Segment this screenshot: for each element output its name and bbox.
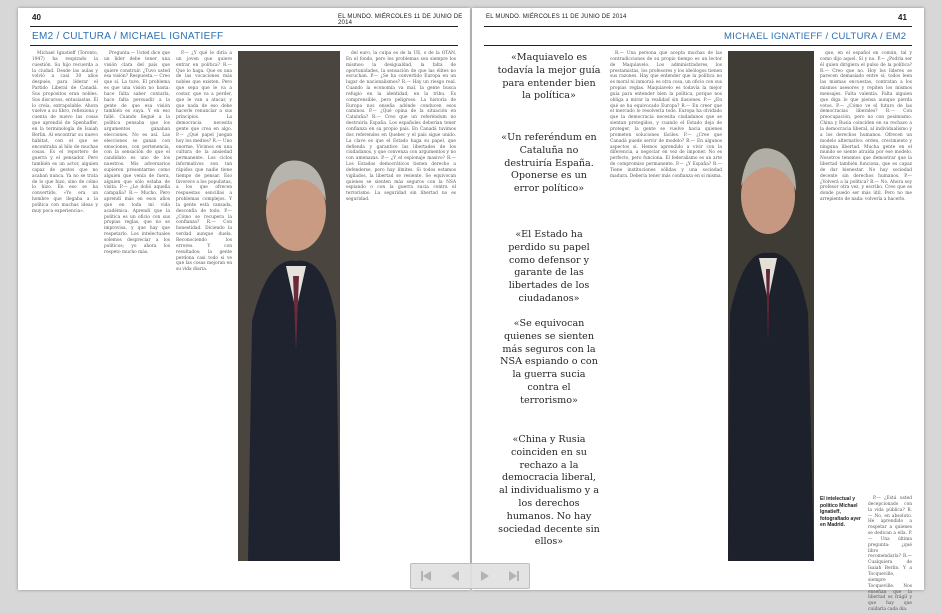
right-folio [472,12,924,24]
column-text: Michael Ignatieff (Toronto, 1947) ha respirado la cuestión. Su hijo recuerda a la ciudad. Desde las aulas y volvió a casi 30 años después, para liderar el Partido Liberal de Canadá. Sus propósitos eran nobles. Sus discursos, entusiastas. Él lo creía, extrapolable. Ahora vuelve a su libro, reflexiona y cuenta de nuevo las cosas que aprendió de Spenhaffer, en la terminología de Isaiah Berlin. Al encontrar su nuevo hábitat, con el que se encontraba al hilo de muchas cosas. Es el reportero de guerra y el pensador. Pero también es un actor, alguien capaz de gestos que no acaban nunca. Ya no se trata de lo que hizo, sino de cómo lo hizo. En eso se ha convertido. «Yo era un hombre que llegaba a la política con muchas ideas y muy poca experiencia». [32,51,98,214]
date-line: EL MUNDO. MIÉRCOLES 11 DE JUNIO DE 2014 [486,14,627,20]
photo-caption: El intelectual y político Michael Ignatieff, fotografiado ayer en Madrid. [820,496,861,528]
article-column-4 [346,51,456,581]
next-page-button[interactable] [476,567,494,585]
article-column-3 [176,51,232,581]
column-text: que, en el español en común, tal y como dijo aquel. Sí y no. P.— ¿Podría ser él quien dirigiera el pulso de la política? R.— Creo que no. Hoy los líderes se parecen demasiado entre sí; todos leen las mismas encuestas, contratan a los mismos asesores y repiten los mismos mensajes. Falta valentía. Falta alguien que diga lo que piensa aunque pierda votos. P.— ¿Cómo ve el futuro de las democracias liberales? R.— Con preocupación, pero no con pesimismo. China y Rusia coinciden en su rechazo a la democracia liberal, al individualismo y a los derechos humanos. Ofrecen un modelo alternativo: orden, crecimiento y ninguna libertad. Mucha gente en el mundo se siente atraída por ese modelo. Nosotros tenemos que demostrar que la libertad también funciona, que es capaz de dar bienestar. No hay sociedad decente sin derechos humanos. P.— ¿Volverá a la política? R.— No. Ahora soy profesor otra vez, y escribo. Creo que es donde puedo ser más útil. Pero no me arrepiento de nada: volvería a hacerlo. [820,51,912,203]
pull-quote: «Un referéndum en Cataluña no destruiría España. Oponerse es un error político» [501,132,597,195]
folio-rule [484,26,912,27]
pull-quote: «Se equivocan quienes se sienten más seguros con la NSA espiando o con la guerra sucia contra el terrorismo» [500,318,598,406]
section-title: EM2 / CULTURA / MICHAEL IGNATIEFF [32,31,224,42]
article-column-7 [868,496,912,613]
previous-page-button[interactable] [446,567,464,585]
folio-rule [30,26,458,27]
skip-back-icon [419,569,433,583]
left-page [18,8,470,590]
article-column-2 [104,51,170,581]
triangle-right-icon [478,569,492,583]
section-rule [484,45,912,46]
column-text: del euro, la culpa es de la UE, o de la OTAN. En el fondo, pero los problemas son siempre los mismos: la desigualdad, la falta de oportunidades, la sensación de que las élites no escuchan. P.— ¿Se ha convertido Europa en un lugar de nacionalismos? R.— Hay un riesgo real. Cuando la economía va mal, la gente busca refugio en la identidad, en la tribu. Es comprensible, pero peligroso. La historia de Europa nos enseña adónde conducen esos caminos. P.— ¿Qué opina de la situación en Cataluña? R.— Creo que un referéndum no destruiría España. Los españoles deberían tener confianza en su propio país. En Canadá tuvimos dos referendos en Quebec y el país sigue unido. La clave es que el Estado haga su papel, que defienda y garantice las libertades de los ciudadanos, y que convenza con argumentos y no con amenazas. P.— ¿Y el espionaje masivo? R.— Los Estados democráticos tienen derecho a defenderse, pero hay límites. Si todos estamos vigilados, la libertad se resiente. Se equivocan quienes se sienten más seguros con la NSA espiando o con la guerra sucia contra el terrorismo. La seguridad sin libertad no es seguridad. [346,51,456,203]
last-page-button[interactable] [505,567,523,585]
portrait-photo-right [728,51,814,561]
triangle-left-icon [448,569,462,583]
page-navigation-bar [410,563,530,589]
pull-quote: «China y Rusia coinciden en su rechazo a la democracia liberal, al individualismo y a los derechos humanos. No hay sociedad decente sin ellos» [498,434,600,548]
first-page-button[interactable] [417,567,435,585]
section-title: MICHAEL IGNATIEFF / CULTURA / EM2 [724,31,907,42]
portrait-illustration [238,51,340,561]
page-number: 40 [32,13,41,22]
article-column-1 [32,51,98,581]
article-column-6 [820,51,912,479]
pull-quote: «El Estado ha perdido su papel como defensor y garante de las libertades de los ciudadanos» [508,229,590,304]
skip-forward-icon [507,569,521,583]
column-text: P.— ¿Y qué le diría a un joven que quiere entrar en política? R.— Que lo haga. Que es una de las vocaciones más nobles que existen. Pero que sepa que le va a costar, que va a perder, que le van a atacar, y que nada de eso debe hacerle renunciar a sus principios. La democracia necesita gente que crea en algo. P.— ¿Qué papel juegan hoy los medios? R.— Uno enorme. Vivimos en una cultura de la ansiedad permanente. Los ciclos informativos son tan rápidos que nadie tiene tiempo de pensar. Eso favorece a los populistas, a los que ofrecen respuestas sencillas a problemas complejos. Y la gente está cansada, desconfía de todo. P.— ¿Cómo se recupera la confianza? R.— Con honestidad. Diciendo la verdad aunque duela. Reconociendo los errores. Y con resultados: la gente perdona casi todo si ve que las cosas mejoran en su vida diaria. [176,51,232,273]
right-page [472,8,924,613]
page-number: 41 [898,13,907,22]
column-text: Pregunta.— Usted dice que un líder debe tener una visión clara del país que quiere construir. ¿Tuvo usted esa visión? Respuesta.— Creo que sí. La tuve. El problema es que una visión no basta: hace falta saber contarla, hace falta persuadir a la gente de que esa visión también es suya. Y en eso fallé. Cuando llegué a la política pensaba que los argumentos ganaban elecciones. No es así. Las elecciones se ganan con emociones, con pertenencia, con la sensación de que el candidato es uno de los nuestros. Mis adversarios supieron presentarme como alguien que venía de fuera, alguien que sólo estaba de visita. P.— ¿Le dolió aquella campaña? R.— Mucho. Pero aprendí más en esos años que en toda mi vida académica. Aprendí que la política es un oficio con sus propias reglas, que no se improvisa, y que hay que respetarlo. Los intelectuales solemos despreciar a los políticos; yo ahora los respeto mucho más. [104,51,170,255]
column-text: P.— ¿Está usted decepcionado con la vida pública? R.— No, en absoluto. He aprendido a respetar a quienes se dedican a ella. P.— Una última pregunta: ¿qué libro recomendaría? R.— Cualquiera de Isaiah Berlin. Y a Tocqueville, siempre Tocqueville. Nos enseñan que la libertad es frágil y que hay que cuidarla cada día. [868,496,912,613]
left-folio [18,12,470,24]
pull-quote: «Maquiavelo es todavía la mejor guía para entender bien la política» [497,52,601,102]
column-text: R.— Una persona que acepta muchas de las contradicciones de su propio tiempo es un lector de Maquiavelo. Los administradores, los prestamistas, los profesores y los ideólogos tienen sus razones. Hay que entender que la política no es moral ni inmoral: es otra cosa, un oficio con sus propias reglas. Maquiavelo es todavía la mejor guía para entender bien la política, porque nos obliga a mirar la realidad sin ilusiones. P.— ¿En qué se ha equivocado Europa? R.— En creer que el mercado lo resolvería todo. Europa ha olvidado que la democracia necesita ciudadanos que se sientan protegidos, y cuando el Estado deja de proteger, la gente se vuelve hacia quienes prometen soluciones fáciles. P.— ¿Cree que Canadá puede servir de modelo? R.— En algunos aspectos sí. Hemos aprendido a vivir con la diferencia, a negociar en vez de imponer. No es perfecto, pero funciona. El federalismo es un arte de compromiso permanente. P.— ¿Y España? R.— Tiene instituciones sólidas y una sociedad madura. Debería tener más confianza en sí misma. [610,51,722,179]
portrait-illustration [728,51,814,561]
article-column-5 [610,51,722,581]
portrait-photo-left [238,51,340,561]
date-line: EL MUNDO. MIÉRCOLES 11 DE JUNIO DE 2014 [338,14,463,26]
section-rule [30,45,458,46]
